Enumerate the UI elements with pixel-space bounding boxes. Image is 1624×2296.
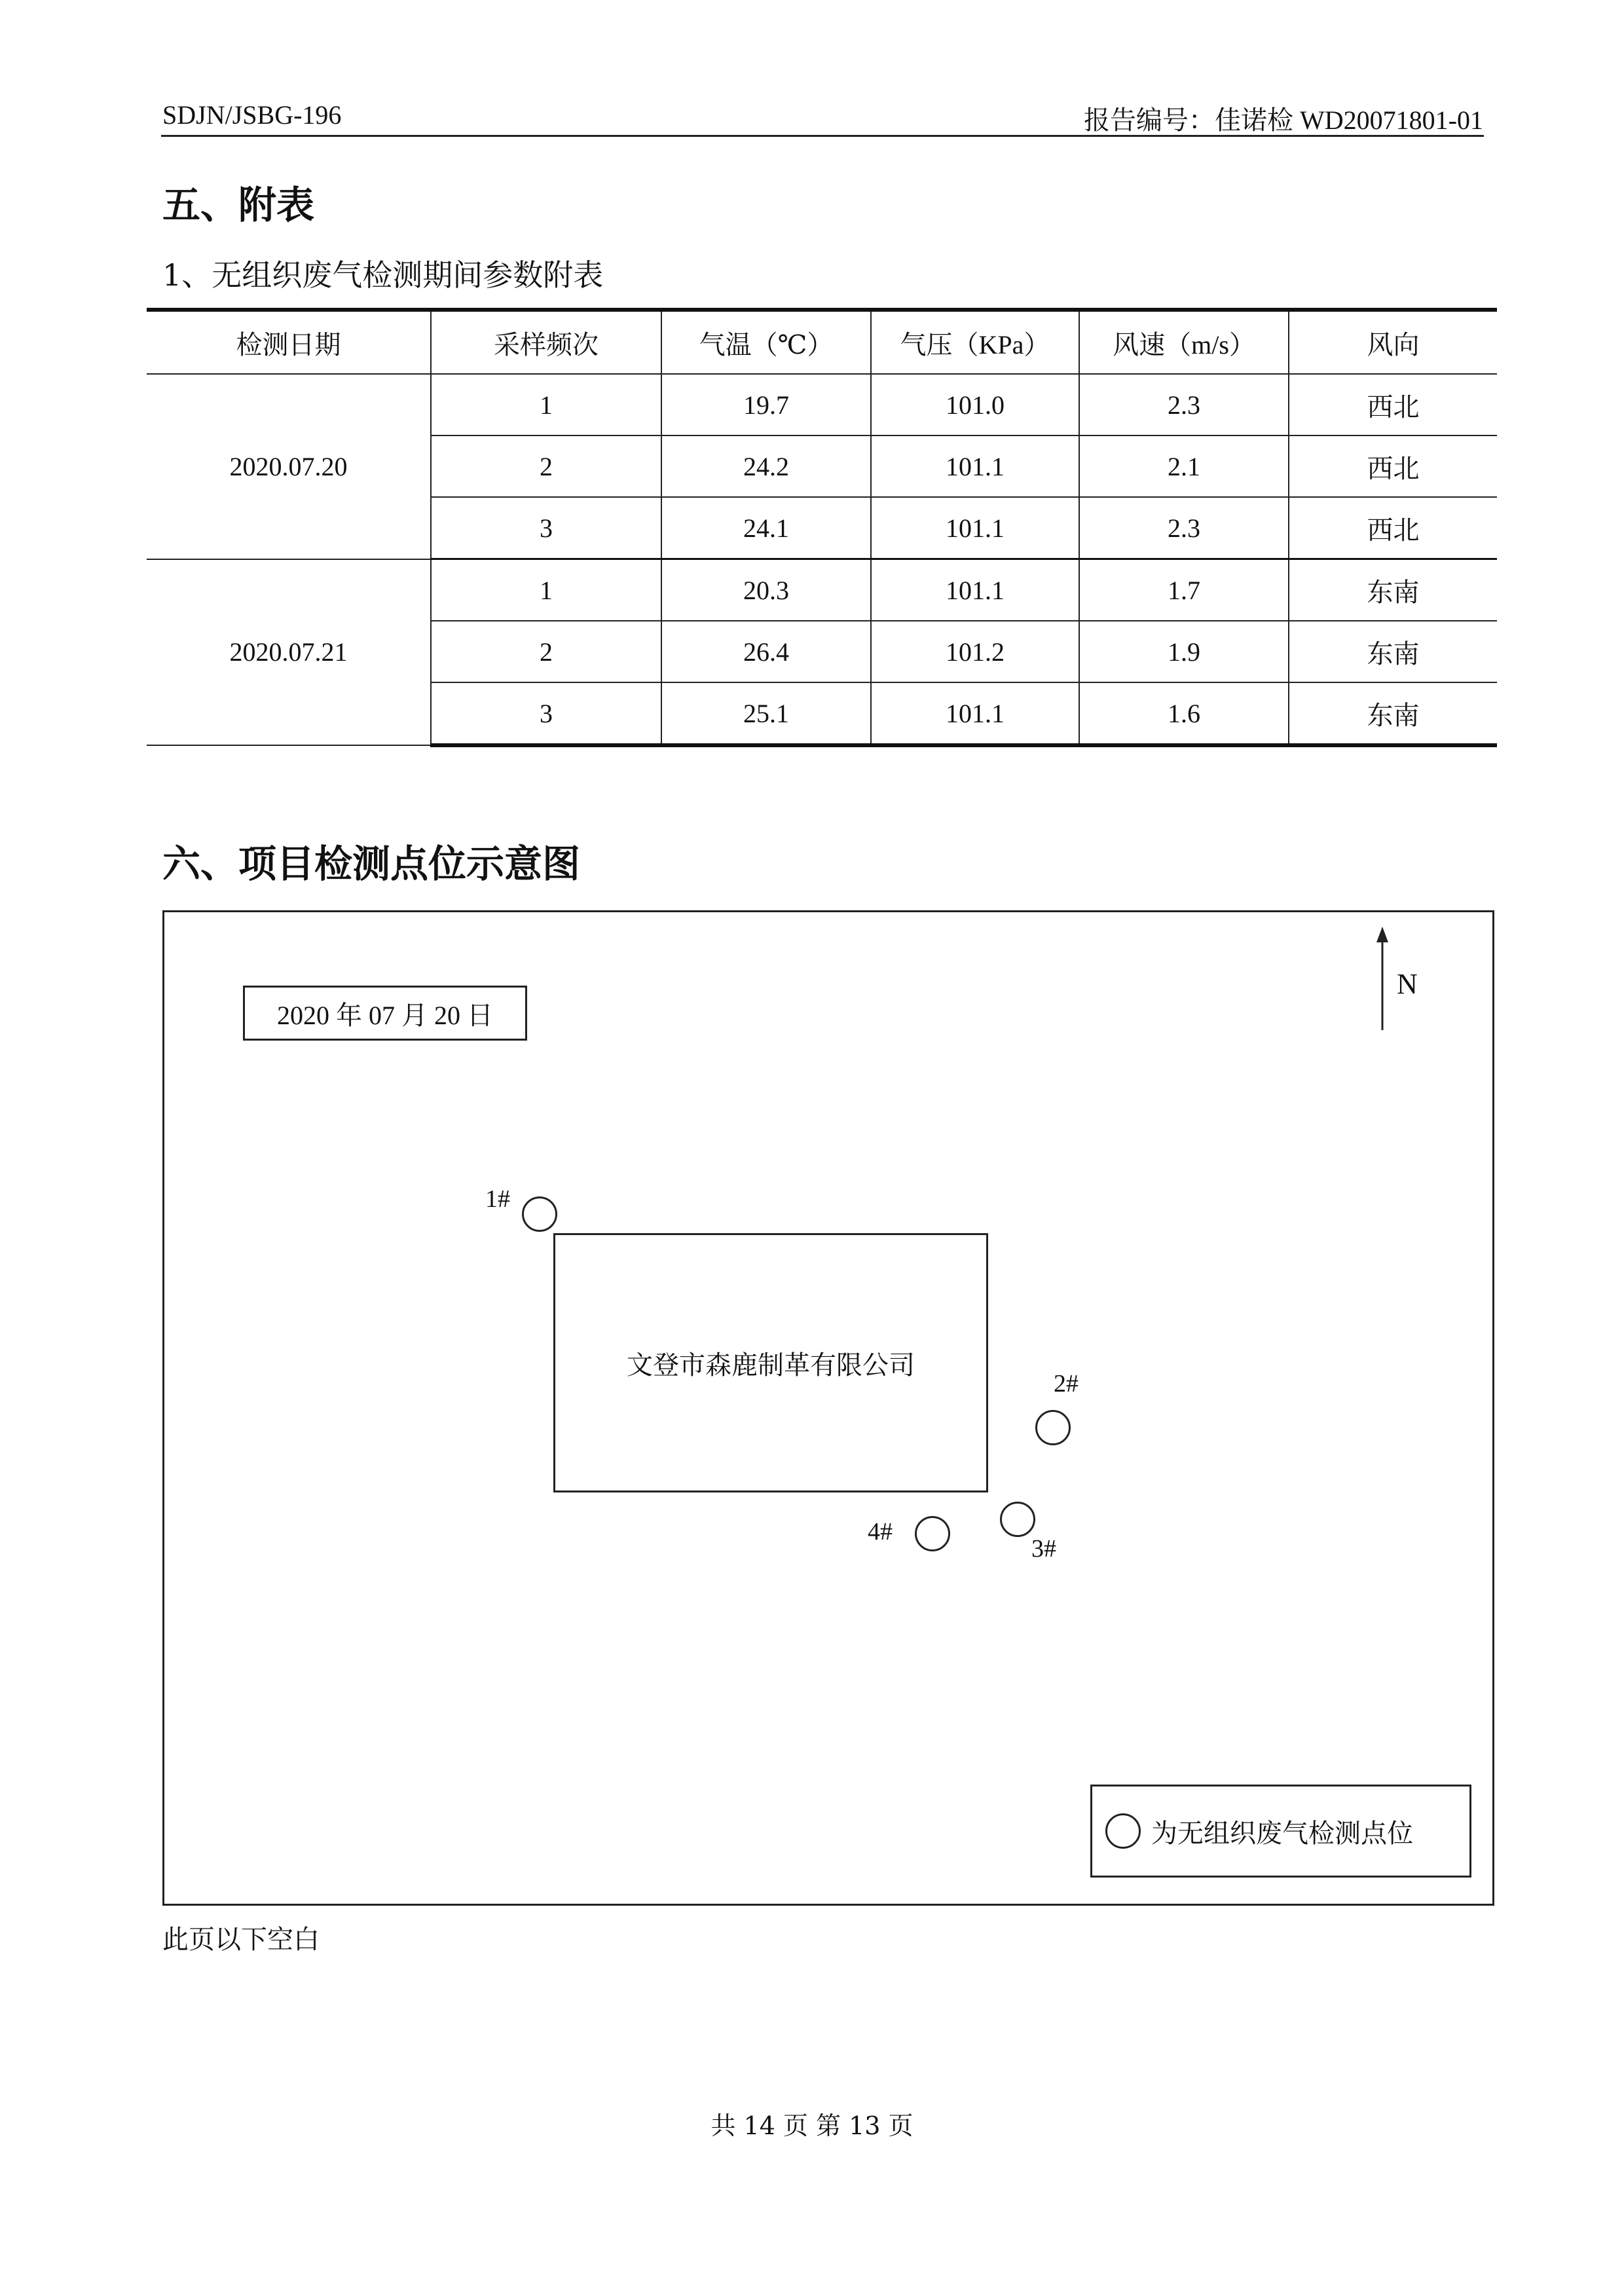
- point-4-label: 4#: [868, 1518, 893, 1546]
- north-arrow-icon: [1375, 927, 1390, 1031]
- pressure-cell: 101.2: [871, 621, 1079, 682]
- temp-cell: 24.1: [661, 497, 871, 559]
- page-footer: 共 14 页 第 13 页: [710, 2111, 913, 2140]
- diagram-legend: [1090, 1785, 1471, 1878]
- freq-cell: 1: [431, 374, 661, 435]
- company-name: 文登市森鹿制革有限公司: [627, 1350, 915, 1380]
- pressure-cell: 101.1: [871, 435, 1079, 497]
- point-3-label: 3#: [1031, 1535, 1056, 1563]
- document-code: SDJN/JSBG-196: [162, 100, 342, 130]
- temp-cell: 19.7: [661, 374, 871, 435]
- freq-cell: 3: [431, 682, 661, 745]
- pressure-cell: 101.1: [871, 682, 1079, 745]
- date-cell: 2020.07.20: [147, 374, 431, 559]
- col-header-temperature: 气温（℃）: [661, 310, 871, 374]
- table-row: [147, 374, 1497, 435]
- wind-speed-cell: 2.1: [1079, 435, 1289, 497]
- point-3-circle: [1000, 1502, 1035, 1537]
- company-building: [553, 1233, 988, 1492]
- section-5-subtitle: 1、无组织废气检测期间参数附表: [162, 257, 604, 293]
- wind-dir-cell: 西北: [1289, 435, 1497, 497]
- wind-speed-cell: 1.6: [1079, 682, 1289, 745]
- north-label: N: [1397, 968, 1418, 1000]
- freq-cell: 3: [431, 497, 661, 559]
- point-2-circle: [1035, 1410, 1071, 1445]
- monitoring-point-diagram: [162, 910, 1494, 1906]
- legend-text: 为无组织废气检测点位: [1151, 1818, 1413, 1849]
- col-header-wind-direction: 风向: [1289, 310, 1497, 374]
- col-header-date: 检测日期: [147, 310, 431, 374]
- wind-speed-cell: 2.3: [1079, 497, 1289, 559]
- section-6-title: 六、项目检测点位示意图: [162, 842, 581, 886]
- temp-cell: 25.1: [661, 682, 871, 745]
- wind-speed-cell: 1.9: [1079, 621, 1289, 682]
- temp-cell: 24.2: [661, 435, 871, 497]
- table-header-row: [147, 310, 1497, 374]
- wind-dir-cell: 西北: [1289, 497, 1497, 559]
- freq-cell: 2: [431, 435, 661, 497]
- wind-speed-cell: 1.7: [1079, 559, 1289, 621]
- diagram-date-label: 2020 年 07 月 20 日: [243, 986, 527, 1041]
- pressure-cell: 101.0: [871, 374, 1079, 435]
- point-4-circle: [915, 1516, 950, 1551]
- point-1-circle: [522, 1196, 557, 1232]
- header-divider: [161, 135, 1484, 137]
- parameter-table: [147, 308, 1497, 747]
- col-header-frequency: 采样频次: [431, 310, 661, 374]
- pressure-cell: 101.1: [871, 497, 1079, 559]
- col-header-pressure: 气压（KPa）: [871, 310, 1079, 374]
- table-row: [147, 559, 1497, 621]
- wind-dir-cell: 东南: [1289, 621, 1497, 682]
- freq-cell: 2: [431, 621, 661, 682]
- point-2-label: 2#: [1054, 1370, 1079, 1398]
- temp-cell: 26.4: [661, 621, 871, 682]
- wind-speed-cell: 2.3: [1079, 374, 1289, 435]
- point-1-label: 1#: [485, 1185, 510, 1213]
- blank-page-note: 此页以下空白: [162, 1925, 320, 1955]
- wind-dir-cell: 东南: [1289, 682, 1497, 745]
- wind-dir-cell: 东南: [1289, 559, 1497, 621]
- temp-cell: 20.3: [661, 559, 871, 621]
- col-header-wind-speed: 风速（m/s）: [1079, 310, 1289, 374]
- legend-circle-icon: [1105, 1813, 1141, 1849]
- freq-cell: 1: [431, 559, 661, 621]
- section-5-title: 五、附表: [162, 183, 315, 227]
- wind-dir-cell: 西北: [1289, 374, 1497, 435]
- report-number: 报告编号：佳诺检 WD20071801-01: [1084, 105, 1483, 135]
- date-cell: 2020.07.21: [147, 559, 431, 746]
- pressure-cell: 101.1: [871, 559, 1079, 621]
